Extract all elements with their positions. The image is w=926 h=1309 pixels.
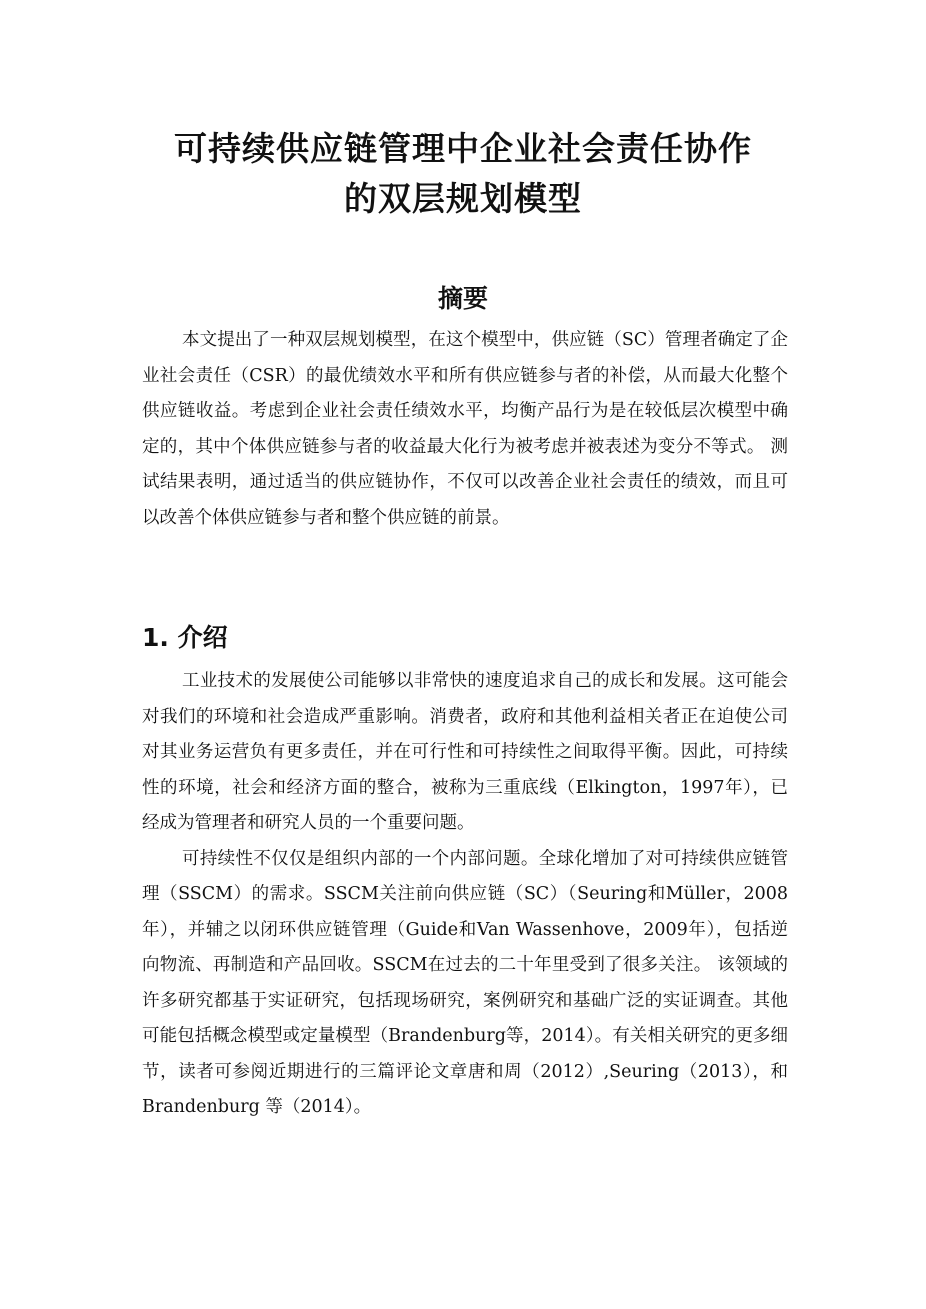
abstract-paragraph: 本文提出了一种双层规划模型，在这个模型中，供应链（SC）管理者确定了企业社会责任（CSR）的最优绩效水平和所有供应链参与者的补偿，从而最大化整个供应链收益。考虑到企业社会责任绩效水平，均衡产品行为是在较低层次模型中确定的，其中个体供应链参与者的收益最大化行为被考虑并被表述为变分不等式。 测试结果表明，通过适当的供应链协作，不仅可以改善企业社会责任的绩效，而且可以改善个体供应链参与者和整个供应链的前景。 (142, 330, 788, 528)
abstract-heading: 摘要 (437, 284, 488, 313)
paper-title-line-1: 可持续供应链管理中企业社会责任协作 (174, 129, 752, 168)
paper-title (100, 124, 826, 224)
introduction-section (142, 664, 788, 1126)
introduction-heading: 1. 介绍 (142, 623, 228, 652)
introduction-paragraph-1: 工业技术的发展使公司能够以非常快的速度追求自己的成长和发展。这可能会对我们的环境和社会造成严重影响。消费者，政府和其他利益相关者正在迫使公司对其业务运营负有更多责任，并在可行性和可持续性之间取得平衡。因此，可持续性的环境，社会和经济方面的整合，被称为三重底线（Elkington，1997年），已经成为管理者和研究人员的一个重要问题。 (142, 671, 788, 833)
abstract-section (142, 323, 788, 536)
introduction-paragraph-2: 可持续性不仅仅是组织内部的一个内部问题。全球化增加了对可持续供应链管理（SSCM）的需求。SSCM关注前向供应链（SC）（Seuring和Müller，2008年），并辅之以闭环供应链管理（Guide和Van Wassenhove，2009年），包括逆向物流、再制造和产品回收。SSCM在过去的二十年里受到了很多关注。 该领域的许多研究都基于实证研究，包括现场研究，案例研究和基础广泛的实证调查。其他可能包括概念模型或定量模型（Brandenburg等，2014）。有关相关研究的更多细节，读者可参阅近期进行的三篇评论文章唐和周（2012）,Seuring（2013），和Brandenburg 等（2014）。 (142, 848, 788, 1117)
paper-title-line-2: 的双层规划模型 (344, 179, 582, 218)
